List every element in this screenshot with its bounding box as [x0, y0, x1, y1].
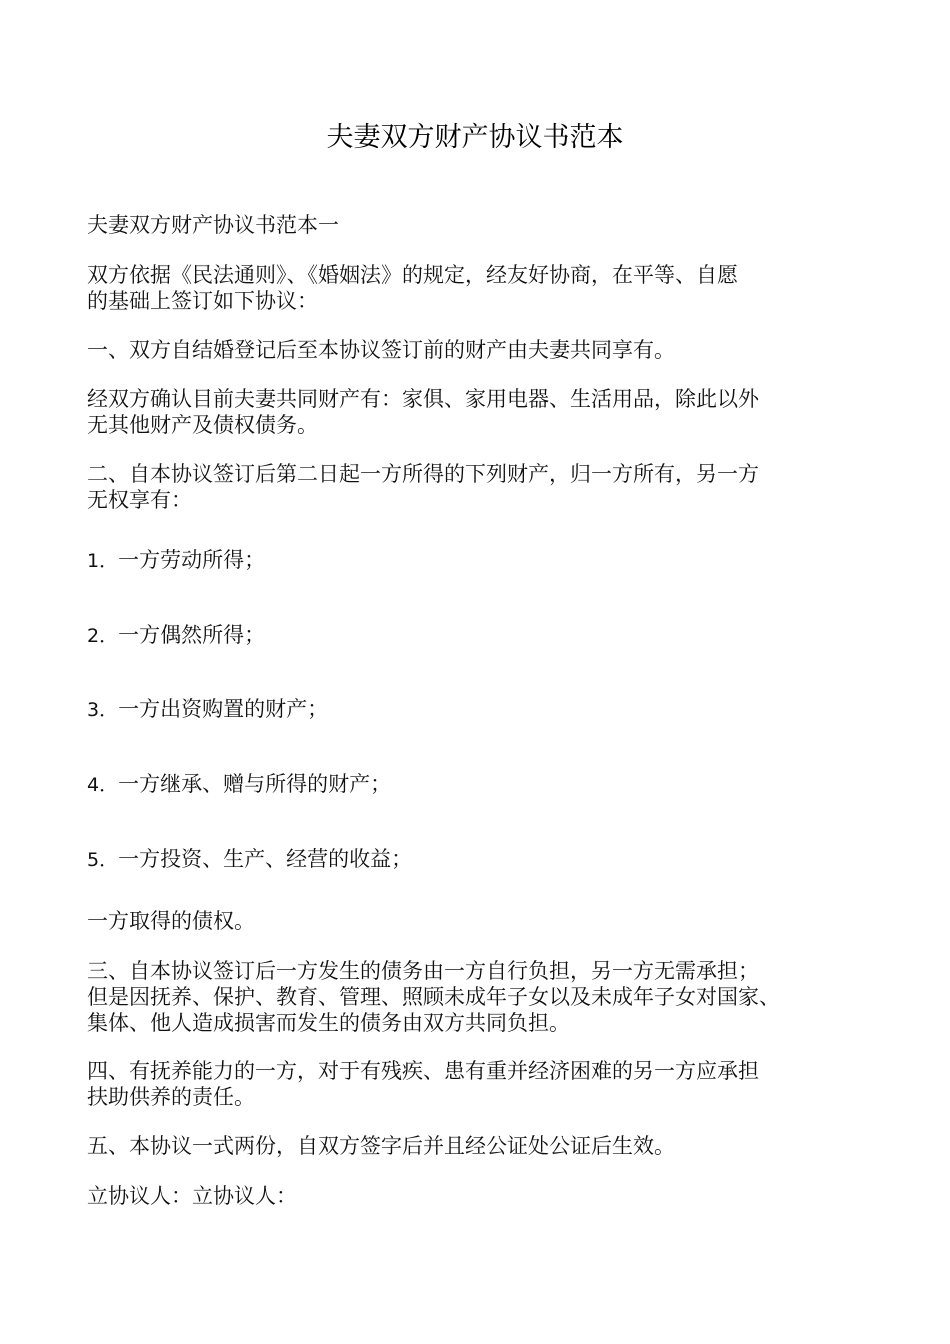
clause-1-detail-line-1: 经双方确认目前夫妻共同财产有：家俱、家用电器、生活用品，除此以外 [87, 387, 759, 411]
clause-2-extra: 一方取得的债权。 [87, 909, 255, 933]
list-item-number: 3． [87, 699, 119, 721]
list-item-text: 一方继承、赠与所得的财产； [118, 772, 392, 796]
clause-3-line-2: 但是因抚养、保护、教育、管理、照顾未成年子女以及未成年子女对国家、 [87, 985, 780, 1009]
intro-line-2: 的基础上签订如下协议： [87, 289, 318, 313]
clause-1-detail-line-2: 无其他财产及债权债务。 [87, 413, 318, 437]
list-item-text: 一方投资、生产、经营的收益； [118, 847, 413, 871]
list-item [87, 547, 877, 574]
clause-2-line-2: 无权享有： [87, 488, 192, 512]
clause-2-line-1: 二、自本协议签订后第二日起一方所得的下列财产，归一方所有，另一方 [87, 462, 759, 486]
intro-line-1: 双方依据《民法通则》、《婚姻法》的规定，经友好协商，在平等、自愿 [87, 263, 738, 287]
clause-5: 五、本协议一式两份，自双方签字后并且经公证处公证后生效。 [87, 1134, 675, 1158]
list-item-text: 一方偶然所得； [118, 623, 266, 647]
list-item-text: 一方出资购置的财产； [118, 697, 329, 721]
document-subtitle: 夫妻双方财产协议书范本一 [87, 213, 339, 237]
list-item-number: 4． [87, 774, 119, 796]
list-item [87, 622, 877, 649]
clause-4-line-2: 扶助供养的责任。 [87, 1085, 255, 1109]
list-item-number: 2． [87, 625, 119, 647]
list-item [87, 771, 877, 798]
document-title: 夫妻双方财产协议书范本 [326, 122, 624, 153]
list-item-number: 5． [87, 849, 119, 871]
signature-line: 立协议人：立协议人： [87, 1184, 297, 1208]
clause-3-line-1: 三、自本协议签订后一方发生的债务由一方自行负担，另一方无需承担； [87, 959, 759, 983]
list-item [87, 846, 877, 873]
list-item-text: 一方劳动所得； [118, 548, 266, 572]
list-item [87, 696, 877, 723]
clause-3-line-3: 集体、他人造成损害而发生的债务由双方共同负担。 [87, 1011, 570, 1035]
clause-1: 一、双方自结婚登记后至本协议签订前的财产由夫妻共同享有。 [87, 338, 675, 362]
clause-4-line-1: 四、有抚养能力的一方，对于有残疾、患有重并经济困难的另一方应承担 [87, 1059, 759, 1083]
list-item-number: 1． [87, 550, 119, 572]
